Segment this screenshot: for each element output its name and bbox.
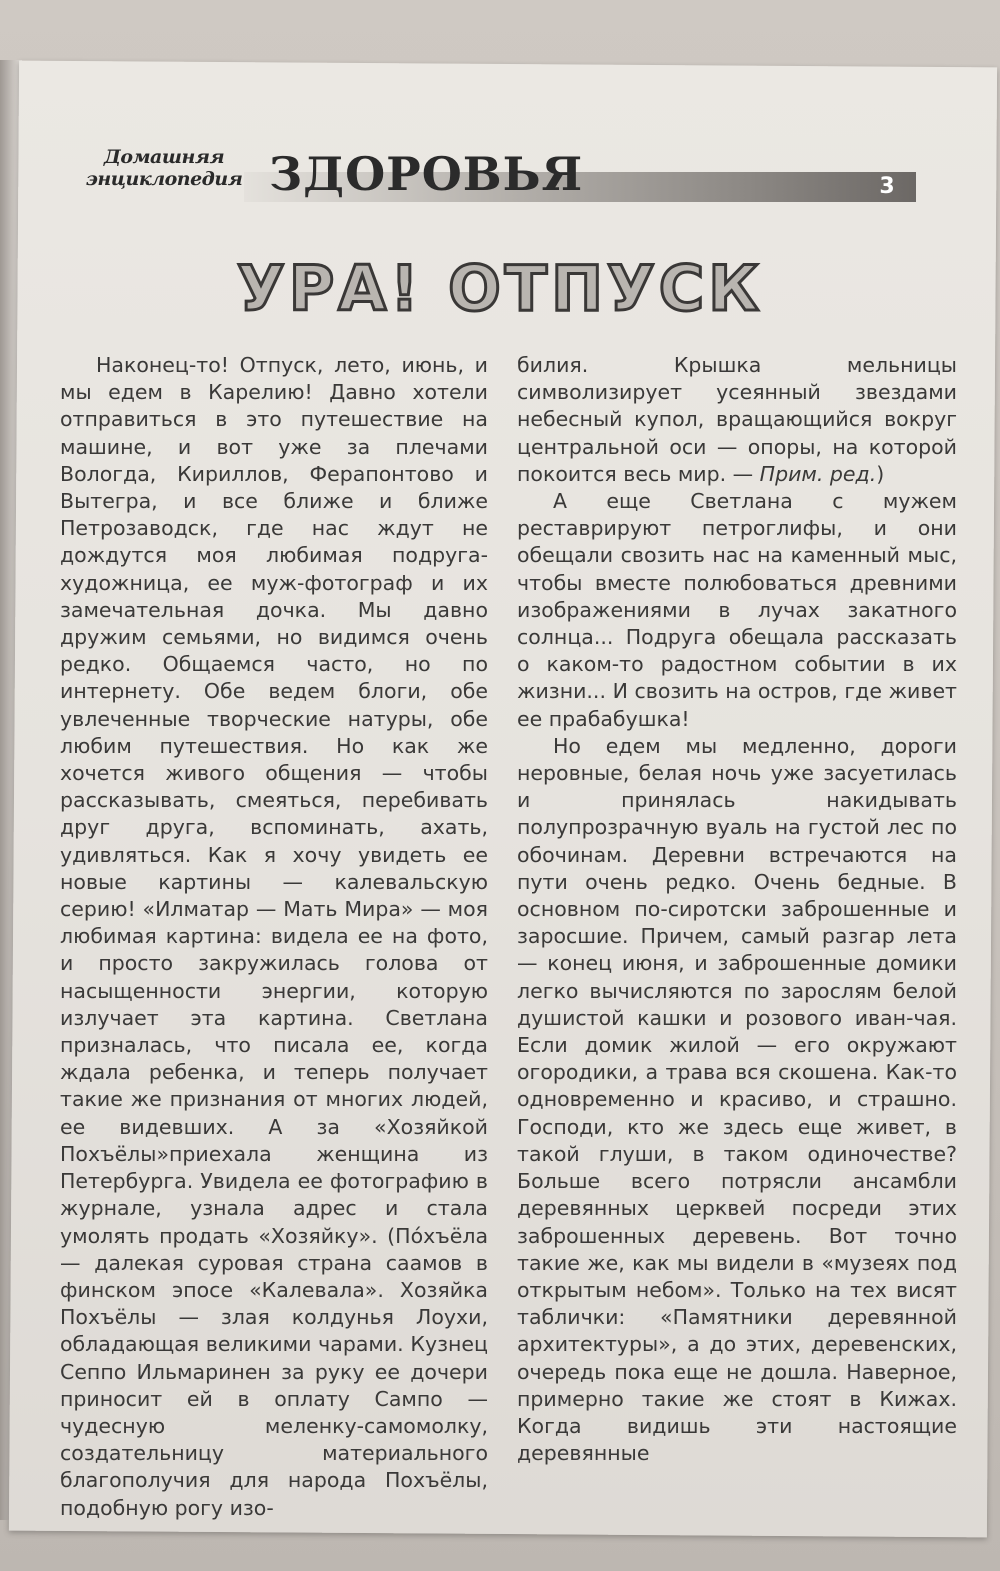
brand-script-line-1: Домашняя: [103, 146, 225, 168]
brand-main-title: ЗДОРОВЬЯ: [269, 147, 584, 201]
paragraph: А еще Светлана с мужем реставрируют петроглифы, и они обещали свозить нас на каменный мыс, чтобы вместе полюбоваться древними изображениями в лучах закатного солнца... Подруга обещала рассказать о каком-то радостном событии в их жизни... И свозить на остров, где живет ее прабабушка!: [517, 489, 957, 731]
article-title: УРА! ОТПУСК: [237, 252, 763, 325]
page-header: [64, 146, 916, 206]
brand-script-logo: [64, 146, 264, 190]
paragraph: Наконец-то! Отпуск, лето, июнь, и мы едем в Карелию! Давно хотели отправиться в это путешествие на машине, и вот уже за плечами Вологда, Кириллов, Ферапонтово и Вытегра, и все ближе и ближе Петрозаводск, где нас ждут не дождутся моя любимая подруга-художница, ее муж-фотограф и их замечательная дочка. Мы давно дружим семьями, но видимся очень редко. Общаемся часто, но по интернету. Обе ведем блоги, обе увлеченные творческие натуры, обе любим путешествия. Но как же хочется живого общения — чтобы рассказывать, смеяться, перебивать друг друга, вспоминать, ахать, удивляться. Как я хочу увидеть ее новые картины — калевальскую серию! «Илматар — Мать Мира» — моя любимая картина: видела ее на фото, и просто закружилась голова от насыщенности энергии, которую излучает эта картина. Светлана призналась, что писала ее, когда ждала ребенка, и теперь получает такие же признания от многих людей, ее видевших. А за «Хозяйкой Похъёлы»приехала женщина из Петербурга. Увидела ее фотографию в журнале, узнала адрес и стала умолять продать «Хозяйку». (Пóхъёла — далекая суровая страна саамов в финском эпосе «Калевала». Хозяйка Похъёлы — злая колдунья Лоухи, обладающая великими чарами. Кузнец Сеппо Ильмаринен за руку ее дочери приносит ей в оплату Сампо — чудесную меленку-самомолку, создательницу материального благополучия для народа Похъёлы, подобную рогу изо-: [60, 353, 488, 1520]
page-number: 3: [879, 174, 895, 199]
paragraph-continued-text: билия. Крышка мельницы символизирует усеянный звездами небесный купол, вращающийся вокруг центральной оси — опоры, на которой покоится весь мир. —: [517, 353, 957, 486]
paragraph-continued: [517, 352, 957, 488]
editor-note-close: ): [876, 461, 885, 486]
article-column-right: [517, 352, 957, 1467]
paragraph: Но едем мы медленно, дороги неровные, белая ночь уже засуетилась и принялась накидывать полупрозрачную вуаль на густой лес по обочинам. Деревни встречаются на пути очень редко. Очень бедные. В основном по-сиротски заброшенные и заросшие. Причем, самый разгар лета — конец июня, и заброшенные домики легко вычисляются по зарослям белой душистой кашки и розового иван-чая. Если домик жилой — его окружают огородики, а трава вся скошена. Как-то одновременно и красиво, и страшно. Господи, кто же здесь еще живет, в такой глуши, в таком одиночестве? Больше всего потрясли ансамбли деревянных церквей посреди этих заброшенных деревень. Вот точно такие же, как мы видели в «музеях под открытым небом». Только на тех висят таблички: «Памятники деревянной архитектуры», а до этих, деревенских, очередь пока еще не дошла. Наверное, примерно такие же стоят в Кижах. Когда видишь эти настоящие деревянные: [517, 733, 957, 1466]
editor-note: Прим. ред.: [759, 461, 877, 486]
article-column-left: [60, 352, 488, 1522]
brand-script-line-2: энциклопедия: [85, 168, 243, 190]
